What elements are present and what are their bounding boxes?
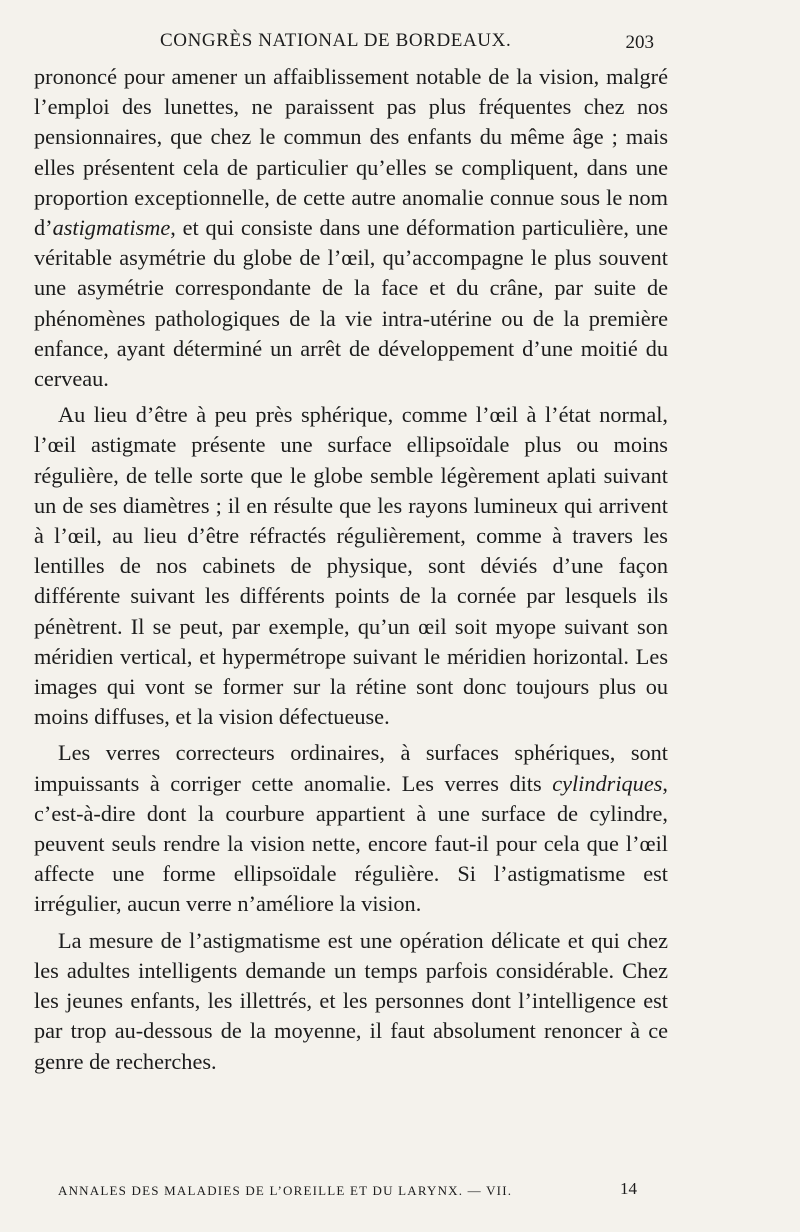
paragraph-3-part-a: Les verres correcteurs ordinaires, à surfaces sphériques, sont impuissants à corriger cette anomalie. Les verres dits [34, 740, 668, 796]
paragraph-1-part-b: , et qui consiste dans une déformation particulière, une véritable asymétrie du globe de l’œil, qu’accompagne le plus souvent une asymétrie correspondante de la face et du crâne, par suite de phénomènes pathologiques de la vie intra-utérine ou de la première enfance, ayant déterminé un arrêt de développement d’une moitié du cerveau. [34, 215, 668, 392]
body-text [34, 62, 668, 1083]
paragraph-4: La mesure de l’astigmatisme est une opération délicate et qui chez les adultes intelligents demande un temps parfois considérable. Chez les jeunes enfants, les illettrés, et les personnes dont l’intelligence est par trop au-dessous de la moyenne, il faut absolument renoncer à ce genre de recherches. [34, 927, 668, 1074]
paragraph-2: Au lieu d’être à peu près sphérique, comme l’œil à l’état normal, l’œil astigmate présente une surface ellipsoïdale plus ou moins régulière, de telle sorte que le globe semble légèrement aplati suivant un de ses diamètres ; il en résulte que les rayons lumineux qui arrivent à l’œil, au lieu d’être réfractés régulièrement, comme à travers les lentilles de nos cabinets de physique, sont déviés d’une façon différente suivant les différents points de la cornée par lesquels ils pénètrent. Il se peut, par exemple, qu’un œil soit myope suivant son méridien vertical, et hypermétrope suivant le méridien horizontal. Les images qui vont se former sur la rétine sont donc toujours plus ou moins diffuses, et la vision défectueuse. [34, 402, 668, 730]
running-head [0, 30, 800, 60]
term-cylindriques: cylindriques [552, 770, 663, 796]
page-number: 203 [625, 32, 654, 53]
paragraph-3 [34, 738, 668, 919]
running-title: CONGRÈS NATIONAL DE BORDEAUX. [160, 30, 512, 51]
term-astigmatisme: astigmatisme [52, 215, 171, 241]
footer [58, 1179, 658, 1199]
signature-mark: 14 [620, 1179, 637, 1198]
paragraph-1-part-a: prononcé pour amener un affaiblissement notable de la vision, malgré l’emploi des lunettes, ne paraissent pas plus fréquentes chez nos pensionnaires, que chez le commun des enfants du même âge ; mais elles présentent cela de particulier qu’elles se compliquent, dans une proportion exceptionnelle, de cette autre anomalie connue sous le nom d’ [34, 64, 668, 241]
paragraph-3-part-b: , c’est-à-dire dont la courbure appartient à une surface de cylindre, peuvent seuls rendre la vision nette, encore faut-il pour cela que l’œil affecte une forme ellipsoïdale régulière. Si l’astigmatisme est irrégulier, aucun verre n’améliore la vision. [34, 770, 668, 917]
paragraph-1 [34, 62, 668, 394]
journal-line: ANNALES DES MALADIES DE L’OREILLE ET DU LARYNX. — VII. [58, 1183, 513, 1198]
